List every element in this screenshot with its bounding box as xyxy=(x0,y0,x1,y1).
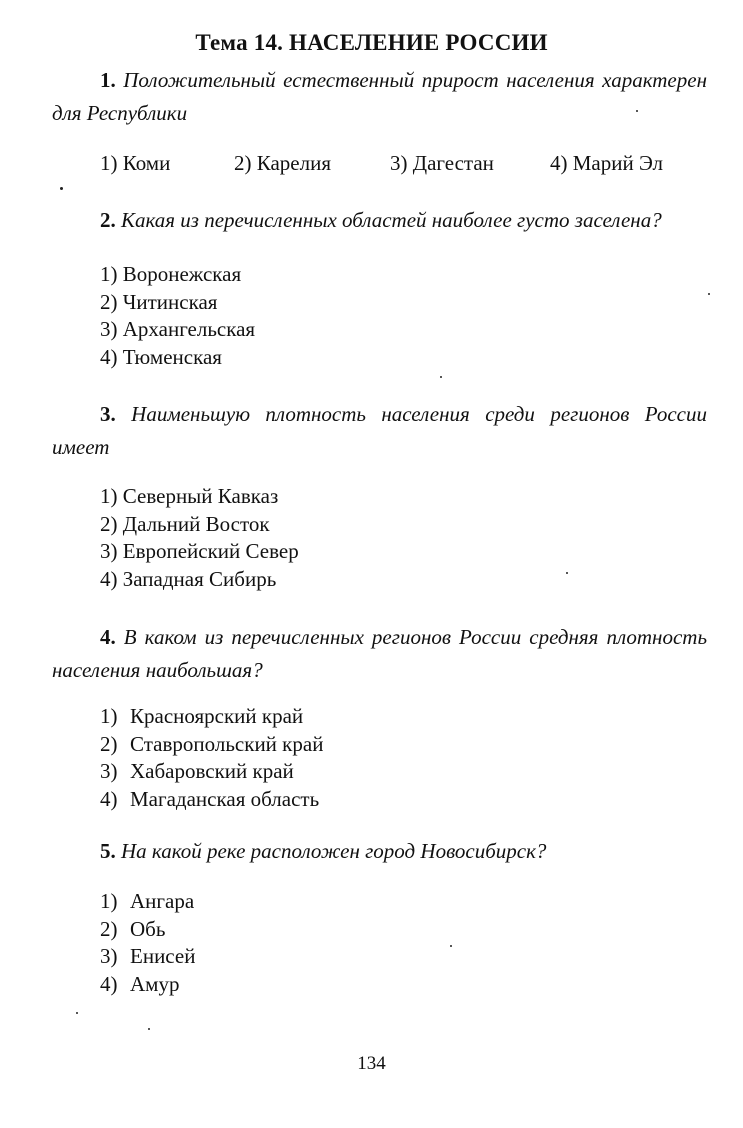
question-number: 1. xyxy=(100,68,116,92)
question-number: 4. xyxy=(100,625,116,649)
question-text: Какая из перечисленных областей наиболее густо заселена? xyxy=(121,208,662,232)
option xyxy=(100,786,323,814)
question-1 xyxy=(52,64,707,130)
question-2 xyxy=(52,204,707,237)
option-number: 3) xyxy=(100,944,118,968)
scan-speck xyxy=(708,293,710,295)
option: 1) Коми xyxy=(100,151,171,175)
question-5 xyxy=(52,835,707,868)
option xyxy=(100,758,323,786)
option-text: Амур xyxy=(130,971,180,996)
question-4 xyxy=(52,621,707,687)
scan-speck xyxy=(636,110,638,112)
question-text: Наименьшую плотность населения среди регионов России имеет xyxy=(52,402,707,459)
option-text: Магаданская область xyxy=(130,786,320,811)
question-text: На какой реке расположен город Новосибирск? xyxy=(121,839,547,863)
question-2-options xyxy=(100,261,255,371)
option-number: 2) xyxy=(100,916,118,941)
scan-speck xyxy=(148,1028,150,1030)
question-number: 2. xyxy=(100,208,116,232)
scan-speck xyxy=(76,1012,78,1014)
question-3 xyxy=(52,398,707,464)
option-number: 4) xyxy=(100,971,118,996)
question-number: 3. xyxy=(100,402,116,426)
option-text: Ангара xyxy=(130,889,195,913)
option: 2) Читинская xyxy=(100,289,218,314)
question-4-options xyxy=(100,703,323,813)
option-number: 3) xyxy=(100,759,118,783)
scan-speck xyxy=(440,376,442,378)
question-3-options xyxy=(100,483,299,593)
option: 4) Тюменская xyxy=(100,344,222,369)
option xyxy=(100,731,323,759)
option xyxy=(100,943,195,971)
option-text: Обь xyxy=(130,916,166,941)
question-number: 5. xyxy=(100,839,116,863)
scan-speck xyxy=(450,945,452,947)
page-title: Тема 14. НАСЕЛЕНИЕ РОССИИ xyxy=(195,30,548,55)
question-text: В каком из перечисленных регионов России средняя плотность населения наибольшая? xyxy=(52,625,707,682)
option: 2) Карелия xyxy=(234,151,331,175)
option-number: 4) xyxy=(100,786,118,811)
option: 1) Воронежская xyxy=(100,262,242,286)
option: 4) Марий Эл xyxy=(550,151,664,175)
question-text: Положительный естественный прирост населения характерен для Республики xyxy=(52,68,707,125)
scan-speck xyxy=(566,572,568,574)
option-number: 2) xyxy=(100,731,118,756)
option xyxy=(100,888,195,916)
option xyxy=(100,971,195,999)
option: 3) Архангельская xyxy=(100,317,256,341)
option-text: Хабаровский край xyxy=(130,759,294,783)
question-5-options xyxy=(100,888,195,998)
option-text: Ставропольский край xyxy=(130,731,324,756)
option xyxy=(100,916,195,944)
scan-speck xyxy=(60,187,63,190)
option-number: 1) xyxy=(100,889,118,913)
option: 1) Северный Кавказ xyxy=(100,484,279,508)
option: 4) Западная Сибирь xyxy=(100,566,277,591)
option: 2) Дальний Восток xyxy=(100,511,270,536)
option: 3) Дагестан xyxy=(390,151,494,175)
option xyxy=(100,703,323,731)
option-number: 1) xyxy=(100,704,118,728)
option-text: Красноярский край xyxy=(130,704,304,728)
option: 3) Европейский Север xyxy=(100,539,299,563)
page-number: 134 xyxy=(357,1053,386,1074)
option-text: Енисей xyxy=(130,944,196,968)
